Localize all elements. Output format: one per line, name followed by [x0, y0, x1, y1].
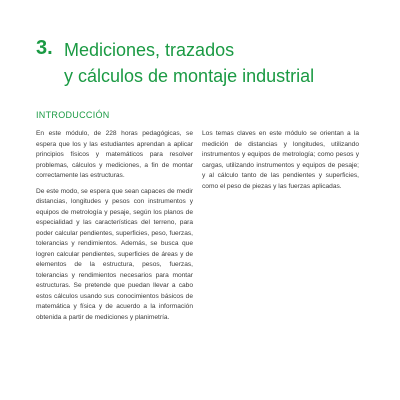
chapter-number: 3. [36, 37, 53, 59]
chapter-title-line-1: Mediciones, trazados [64, 40, 235, 60]
right-column [202, 129, 359, 197]
left-paragraph-1: En este módulo, de 228 horas pedagógicas, se espera que los y las estudiantes aprendan a aplicar principios físicos y matemáticos para resolver problemas, cálculos y mediciones, a fin de montar correctamente las estructuras. [36, 130, 193, 179]
left-paragraph-2: De este modo, se espera que sean capaces de medir distancias, longitudes y pesos con instrumentos y equipos de metrología y pesaje, según los planos de especialidad y las características del terreno, para poder calcular pendientes, superficies, peso, fuerzas, tolerancias y rendimientos. Además, se busca que logren calcular pendientes, superficies de áreas y de elementos de la estructura, pesos, fuerzas, tolerancias y rendimientos necesarios para montar estructuras. Se pretende que puedan llevar a cabo estos cálculos usando sus conocimientos básicos de matemática y física y de acuerdo a la información obtenida a partir de mediciones y planimetría. [36, 187, 193, 321]
right-paragraph-1: Los temas claves en este módulo se orientan a la medición de distancias y longitudes, utilizando instrumentos y equipos de metrología; como pesos y cargas, utilizando instrumentos y equipos de pesaje; y al cálculo tanto de las pendientes y superficies, como el peso de piezas y las fuerzas aplicadas. [202, 130, 359, 190]
left-column [36, 129, 193, 328]
section-heading: INTRODUCCIÓN [36, 110, 110, 120]
chapter-title-line-2: y cálculos de montaje industrial [64, 66, 315, 86]
chapter-title [64, 37, 374, 89]
